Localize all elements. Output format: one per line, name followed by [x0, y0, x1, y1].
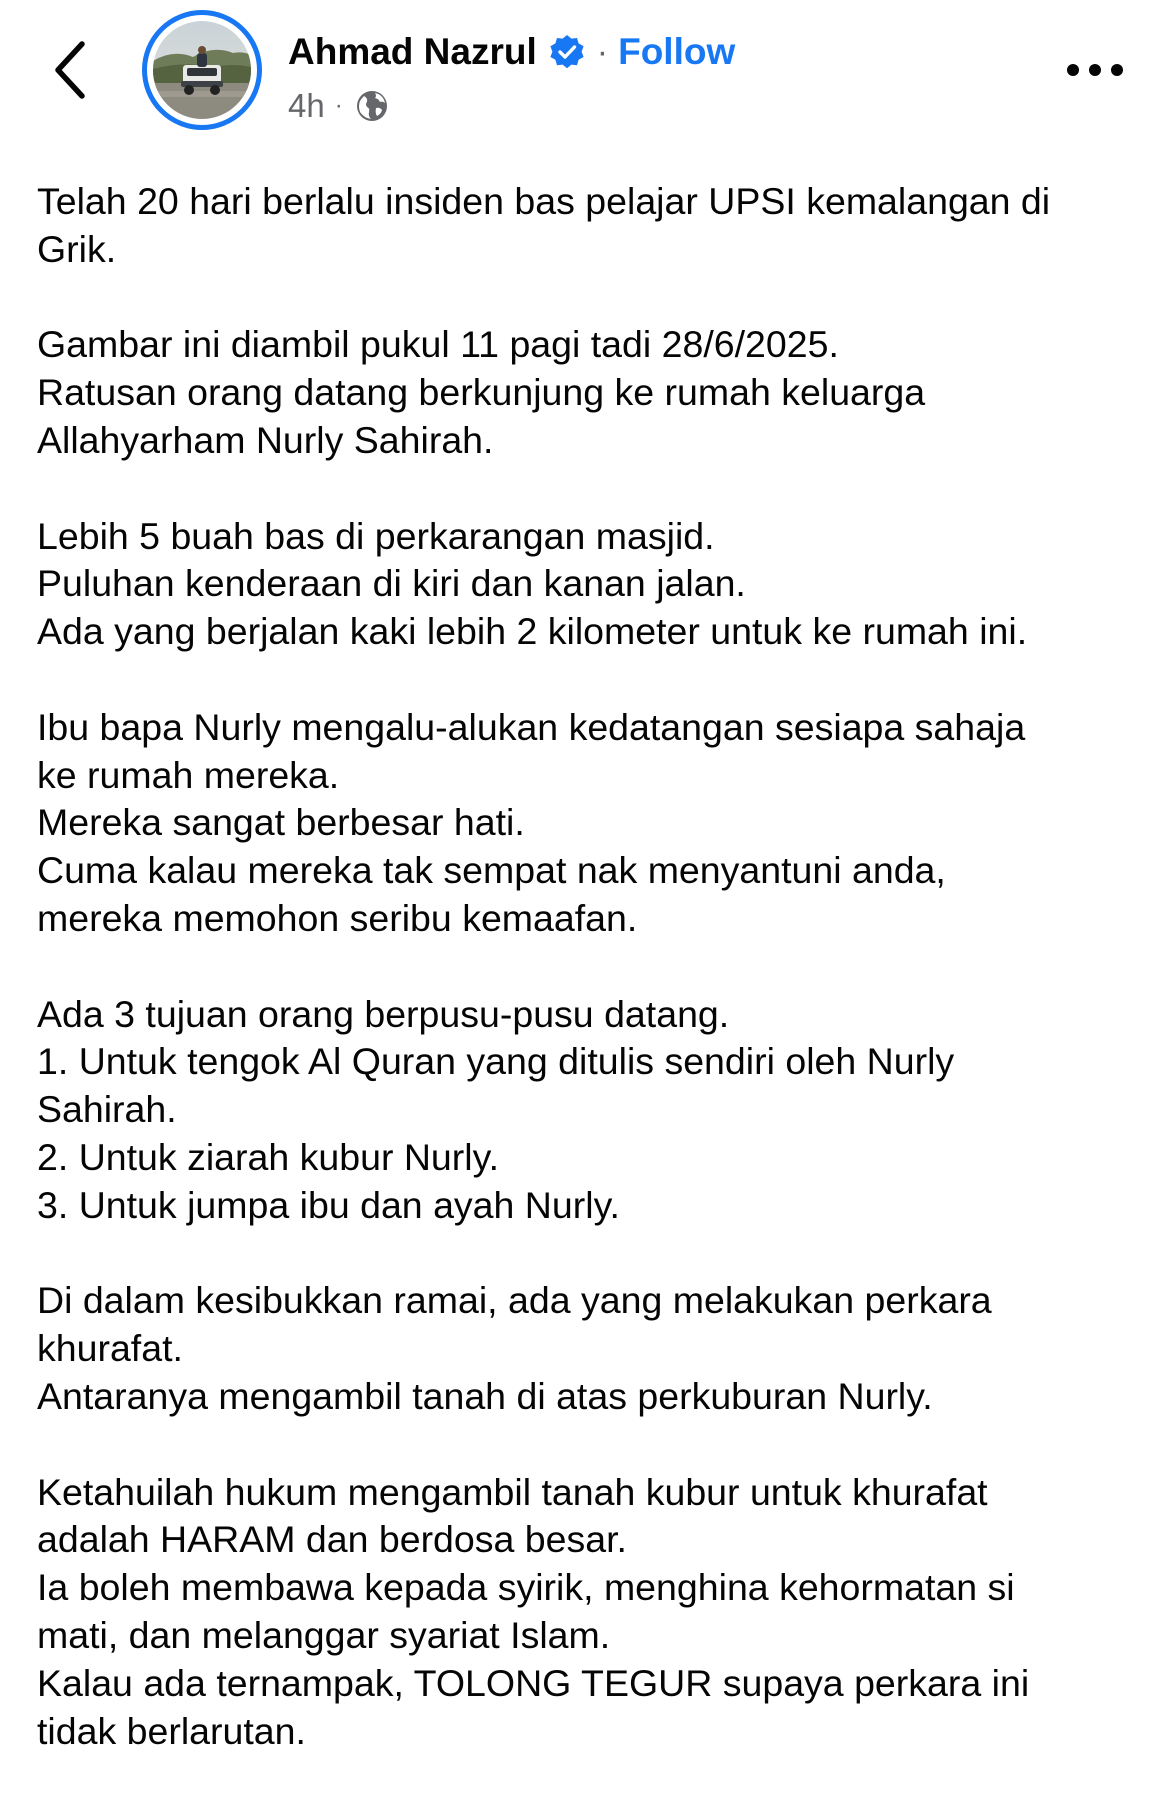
- post-line: Gambar ini diambil pukul 11 pagi tadi 28/6/2025.: [37, 323, 839, 366]
- post-line: adalah HARAM dan berdosa besar.: [37, 1518, 627, 1561]
- post-line: 3. Untuk jumpa ibu dan ayah Nurly.: [37, 1183, 620, 1226]
- meta-separator: ·: [334, 92, 343, 119]
- post-line: Ada 3 tujuan orang berpusu-pusu datang.: [37, 992, 730, 1035]
- post-line: Grik.: [37, 227, 117, 270]
- post-timestamp[interactable]: 4h: [288, 87, 325, 124]
- post-line: Di dalam kesibukkan ramai, ada yang melakukan perkara: [37, 1279, 992, 1322]
- post-text: [37, 178, 1147, 1755]
- avatar-photo: [153, 21, 251, 119]
- post-line: Telah 20 hari berlalu insiden bas pelajar UPSI kemalangan di: [37, 180, 1051, 222]
- verified-badge-icon: [549, 34, 585, 70]
- post-paragraph: [37, 178, 1147, 274]
- author-avatar[interactable]: [142, 10, 262, 130]
- post-line: Puluhan kenderaan di kiri dan kanan jalan.: [37, 562, 746, 605]
- post-line: Mereka sangat berbesar hati.: [37, 801, 525, 844]
- globe-icon: [355, 89, 389, 123]
- post-line: 1. Untuk tengok Al Quran yang ditulis sendiri oleh Nurly: [37, 1040, 955, 1083]
- post-line: Sahirah.: [37, 1088, 177, 1131]
- author-name-row: [288, 26, 735, 78]
- post-paragraph: [37, 704, 1147, 943]
- post-line: Lebih 5 buah bas di perkarangan masjid.: [37, 514, 715, 557]
- post-line: ke rumah mereka.: [37, 753, 340, 796]
- post-meta: [288, 84, 389, 128]
- chevron-left-icon: [52, 40, 88, 100]
- post-paragraph: [37, 991, 1147, 1230]
- post-paragraph: [37, 1469, 1147, 1756]
- author-name[interactable]: Ahmad Nazrul: [288, 31, 537, 72]
- post-line: Kalau ada ternampak, TOLONG TEGUR supaya perkara ini: [37, 1661, 1030, 1704]
- post-line: Ketahuilah hukum mengambil tanah kubur untuk khurafat: [37, 1470, 988, 1513]
- more-options-button[interactable]: [1060, 50, 1130, 90]
- post-paragraph: [37, 1277, 1147, 1420]
- follow-button[interactable]: Follow: [618, 31, 736, 72]
- name-separator: ·: [596, 32, 609, 71]
- post-line: mati, dan melanggar syariat Islam.: [37, 1613, 611, 1656]
- back-button[interactable]: [40, 34, 100, 106]
- post-paragraph: [37, 321, 1147, 464]
- more-options-icon: [1066, 63, 1124, 77]
- post-line: mereka memohon seribu kemaafan.: [37, 896, 638, 939]
- post-line: Ia boleh membawa kepada syirik, menghina kehormatan si: [37, 1566, 1015, 1609]
- post-line: 2. Untuk ziarah kubur Nurly.: [37, 1135, 499, 1178]
- post-paragraph: [37, 513, 1147, 656]
- post-line: tidak berlarutan.: [37, 1709, 306, 1752]
- post-line: Antaranya mengambil tanah di atas perkuburan Nurly.: [37, 1374, 933, 1417]
- post-header: [0, 0, 1170, 150]
- post-line: Allahyarham Nurly Sahirah.: [37, 418, 494, 461]
- post-line: Ratusan orang datang berkunjung ke rumah keluarga: [37, 371, 926, 414]
- post-line: Cuma kalau mereka tak sempat nak menyantuni anda,: [37, 849, 946, 892]
- post-line: Ada yang berjalan kaki lebih 2 kilometer untuk ke rumah ini.: [37, 610, 1028, 653]
- post-line: Ibu bapa Nurly mengalu-alukan kedatangan sesiapa sahaja: [37, 705, 1026, 748]
- post-line: khurafat.: [37, 1327, 183, 1370]
